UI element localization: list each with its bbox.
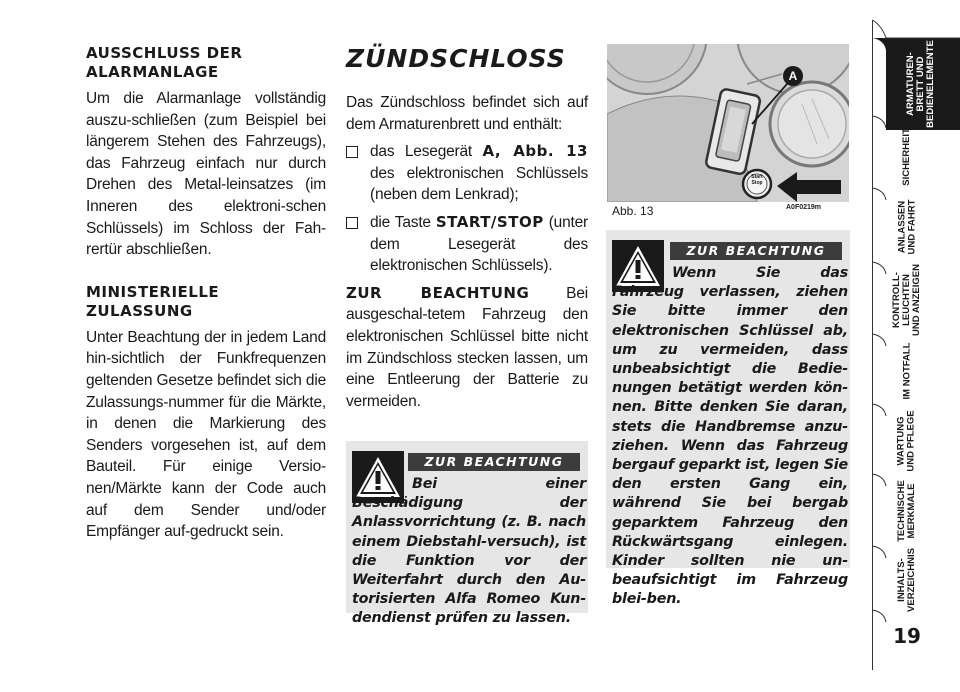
warning-tag: ZUR BEACHTUNG <box>408 453 580 471</box>
note-text: Bei ausgeschal-tetem Fahrzeug den elektronischen Schlüssel bitte nicht im Zündschloss stecken lassen, um eine Entleerung der Batterie zu vermeiden. <box>346 284 588 410</box>
sidebar-item-dashboard[interactable] <box>886 40 956 128</box>
ministerial-approval-heading: MINISTERIELLE ZULASSUNG <box>86 282 220 320</box>
warning-tag: ZUR BEACHTUNG <box>670 242 842 260</box>
sidebar-item-warning-lights[interactable] <box>872 264 942 336</box>
note-label: ZUR BEACHTUNG <box>346 283 530 302</box>
sidebar-label: TECHNISCHE MERKMALE <box>895 480 917 542</box>
heading-line-2: ALARMANLAGE <box>86 63 219 81</box>
note-paragraph <box>346 283 588 413</box>
figure-caption: Abb. 13 <box>612 204 654 218</box>
bullet-1-bold: A, Abb. 13 <box>482 142 588 161</box>
sidebar-item-emergency[interactable] <box>872 336 942 406</box>
bullet-1-text: das Lesegerät <box>370 143 483 161</box>
ignition-warning-box <box>346 441 588 627</box>
start-label: Start <box>751 174 763 180</box>
page-number: 19 <box>893 624 921 648</box>
sidebar-item-index[interactable] <box>872 548 942 612</box>
ignition-intro: Das Zündschloss befindet sich auf dem Armaturenbrett und enthält: <box>346 94 588 133</box>
sidebar-label: IM NOTFALL <box>901 342 912 400</box>
sidebar-label: ANLASSEN UND FAHRT <box>895 199 917 255</box>
warning-text: Bei einer Beschädigung der Anlassvorrichtung (z. B. nach einem Diebstahl-versuch), ist die Funktion vor der Weiterfahrt durch den Au-torisierten Alfa Romeo Kun-dendienst prüfen zu lassen. <box>352 476 586 627</box>
chapter-sidebar <box>872 0 960 692</box>
sidebar-label: WARTUNG UND PFLEGE <box>895 410 917 472</box>
sidebar-item-safety[interactable] <box>872 124 942 190</box>
warning-text: Wenn Sie das Fahrzeug verlassen, ziehen Sie bitte immer den elektronischen Schlüssel ab, um zu vermeiden, dass unbeabsichtigt die Bedie-nungen betätigt werden kön-nen. Bitte denken Sie daran, stets die Handbremse anzu-ziehen. Wenn das Fahrzeug bergauf geparkt ist, legen Sie den ersten Gang ein, während Sie bei bergab geparktem Fahrzeug den Rückwärtsgang einlegen. Kinder sollten nie un-beaufsichtigt im Fahrzeug blei-ben. <box>612 265 848 608</box>
sidebar-label: SICHERHEIT <box>900 128 912 186</box>
checkbox-bullet-icon <box>346 217 358 229</box>
bullet-2-rest: (unter dem Lesegerät des elektronischen Schlüssels). <box>370 213 588 275</box>
figure-ignition <box>607 44 849 202</box>
leaving-vehicle-warning-box <box>606 230 850 608</box>
sidebar-item-technical[interactable] <box>872 476 942 546</box>
alarm-exclusion-text: Um die Alarmanlage vollständig auszu-schließen (zum Beispiel bei längerem Stehen des Fahrzeugs), das Fahrzeug einfach nur durch Drehen des Metal-leinsatzes (im Inneren des elektroni-schen Schlüssels) im Schloss der Fah-rertür abschließen. <box>86 90 326 259</box>
bullet-1-rest: des elektronischen Schlüssels (neben dem Lenkrad); <box>370 164 588 204</box>
ignition-title: ZÜNDSCHLOSS <box>346 44 566 73</box>
bullet-2-text: die Taste <box>370 213 436 231</box>
bullet-reader <box>346 141 588 206</box>
stop-label: Stop <box>751 180 763 186</box>
bullet-2-bold: START/STOP <box>435 212 544 231</box>
sidebar-label: INHALTS- VERZEICHNIS <box>896 548 917 612</box>
checkbox-bullet-icon <box>346 146 358 158</box>
ministerial-approval-text: Unter Beachtung der in jedem Land hin-sichtlich der Funkfrequenzen geltenden Gesetze befindet sich die Zulassungs-nummer für die Märkte, in denen die Markierung des Senders vorgesehen ist, auf dem Bauteil. Für einige Versio-nen/Märkte kann der Code auch auf dem Sender und/oder Empfänger auf-gedruckt sein. <box>86 328 326 541</box>
sidebar-label: ARMATUREN- BRETT UND BEDIENELEMENTE <box>905 40 936 128</box>
alarm-exclusion-heading <box>86 44 326 82</box>
start-stop-button-label <box>745 174 769 186</box>
dashboard-illustration <box>607 44 849 202</box>
heading-line-1: AUSSCHLUSS DER <box>86 44 243 62</box>
figure-code: A0F0219m <box>786 204 822 211</box>
sidebar-item-maintenance[interactable] <box>872 406 942 476</box>
sidebar-item-starting[interactable] <box>872 192 942 262</box>
bullet-start-stop <box>346 212 588 277</box>
callout-a: A <box>788 69 798 83</box>
sidebar-label: KONTROLL- LEUCHTEN UND ANZEIGEN <box>891 264 922 336</box>
